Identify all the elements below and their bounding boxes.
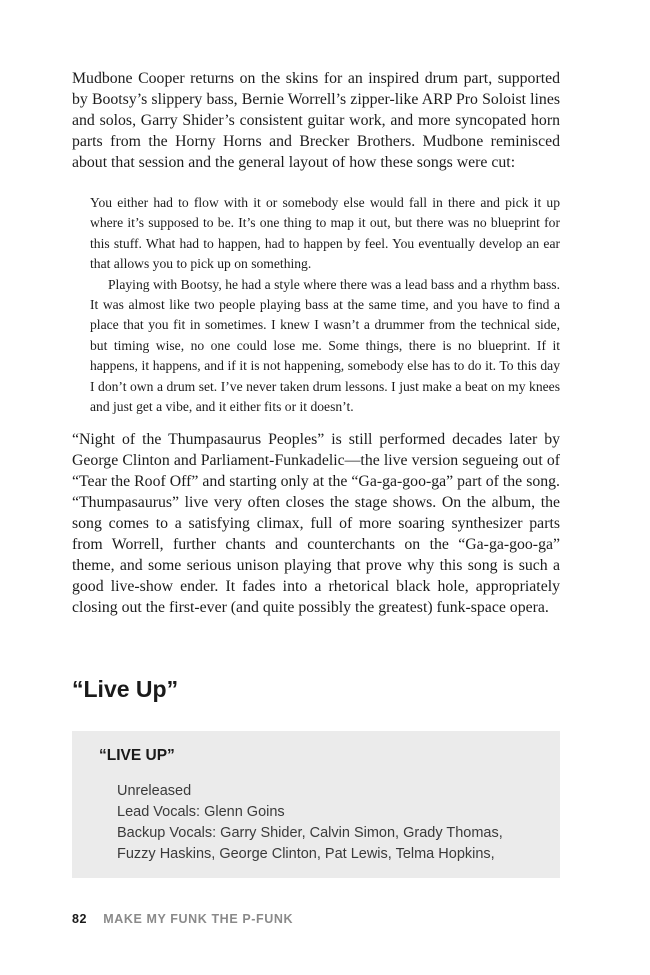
credit-line: Unreleased bbox=[117, 783, 192, 799]
song-info-box bbox=[72, 731, 560, 878]
credit-line: Fuzzy Haskins, George Clinton, Pat Lewis, Telma Hopkins, bbox=[117, 846, 495, 862]
song-info-title: “LIVE UP” bbox=[99, 747, 175, 764]
credit-line: Backup Vocals: Garry Shider, Calvin Simon, Grady Thomas, bbox=[117, 825, 503, 841]
page-footer bbox=[72, 912, 293, 926]
body-paragraph: Mudbone Cooper returns on the skins for an inspired drum part, supported by Bootsy’s slippery bass, Bernie Worrell’s zipper-like ARP Pro Soloist lines and solos, Garry Shider’s consistent guitar work, and more syncopated horn parts from the Horny Horns and Brecker Brothers. Mudbone reminisced about that session and the general layout of how these songs were cut: bbox=[72, 70, 560, 171]
section-heading: “Live Up” bbox=[72, 676, 179, 702]
credit-line: Lead Vocals: Glenn Goins bbox=[117, 804, 285, 820]
block-quote bbox=[90, 193, 560, 417]
body-paragraph: “Night of the Thumpasaurus Peoples” is still performed decades later by George Clinton and Parliament-Funkadelic—the live version segueing out of “Tear the Roof Off” and starting only at the “Ga-ga-goo-ga” part of the song. “Thumpasaurus” live very often closes the stage shows. On the album, the song comes to a satisfying climax, full of more soaring synthesizer parts from Worrell, further chants and counterchants on the “Ga-ga-goo-ga” theme, and some serious unison playing that prove why this song is such a good live-show ender. It fades into a rhetorical black hole, appropriately closing out the first-ever (and quite possibly the greatest) funk-space opera. bbox=[72, 431, 560, 616]
quote-paragraph: Playing with Bootsy, he had a style where there was a lead bass and a rhythm bass. It was almost like two people playing bass at the same time, and you have to find a place that you fit in sometimes. I knew I wasn’t a drummer from the technical side, but timing wise, no one could lose me. Some things, there is no blueprint. If it happens, it happens, and if it is not happening, somebody else has to do it. To this day I don’t own a drum set. I’ve never taken drum lessons. I just make a beat on my knees and just get a vibe, and it either fits or it doesn’t. bbox=[90, 276, 560, 415]
song-info-credits bbox=[117, 781, 503, 865]
running-head: MAKE MY FUNK THE P-FUNK bbox=[103, 912, 294, 926]
quote-paragraph: You either had to flow with it or somebody else would fall in there and pick it up where it’s supposed to be. It’s one thing to map it out, but there was no blueprint for this stuff. What had to happen, had to happen by feel. You eventually develop an ear that allows you to pick up on something. bbox=[90, 195, 560, 272]
page-number: 82 bbox=[72, 912, 88, 926]
